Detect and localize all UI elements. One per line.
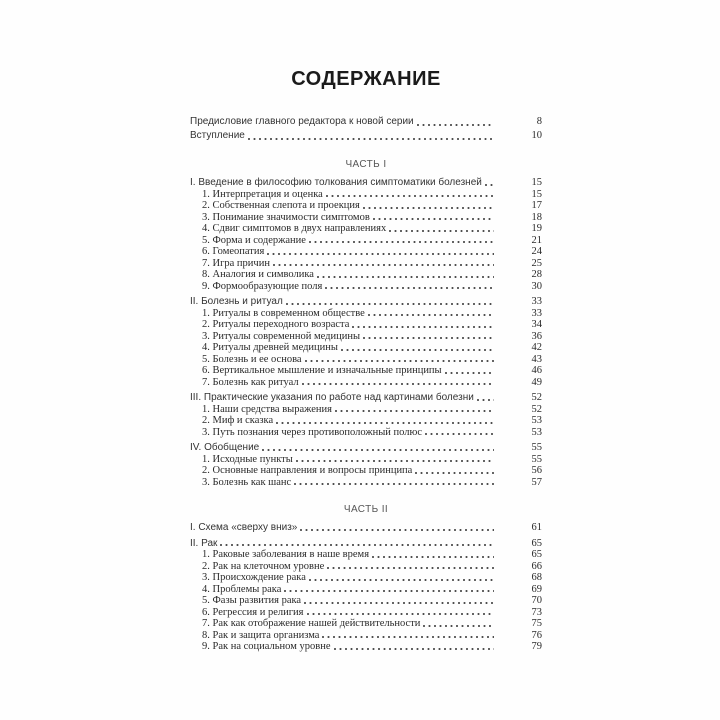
toc-entry-page: 42 xyxy=(531,342,542,353)
toc-entry xyxy=(190,115,542,129)
toc-entry-page: 55 xyxy=(531,453,542,465)
toc-entry-page: 56 xyxy=(531,465,542,476)
toc-entry-page: 36 xyxy=(531,330,542,342)
toc-entry-label: III. Практические указания по работе над картинами болезни xyxy=(190,392,474,403)
toc-entry-page: 15 xyxy=(531,188,542,200)
toc-entry-page: 70 xyxy=(531,595,542,606)
toc-entry-page: 79 xyxy=(531,641,542,652)
toc-entry-label: 5. Фазы развития рака xyxy=(202,595,302,606)
toc-section xyxy=(190,177,542,292)
toc-entry-label: 2. Ритуалы переходного возраста xyxy=(202,319,350,330)
dot-leader xyxy=(372,549,494,561)
toc-entry xyxy=(190,296,542,308)
toc-entry-label: 1. Раковые заболевания в наше время xyxy=(202,549,370,560)
toc-entry-page: 28 xyxy=(531,269,542,280)
toc-entry xyxy=(190,595,542,607)
toc-entry xyxy=(190,465,542,477)
toc-entry xyxy=(190,477,542,489)
toc-section xyxy=(190,538,542,653)
toc-entry xyxy=(190,223,542,235)
dot-leader xyxy=(322,630,494,642)
toc-entry xyxy=(190,392,542,404)
toc-entry-label: 6. Гомеопатия xyxy=(202,246,265,257)
toc-section xyxy=(190,442,542,488)
toc-entry-label: 7. Рак как отображение нашей действительности xyxy=(202,618,421,629)
toc-entry-page: 33 xyxy=(531,307,542,319)
toc-entry-label: 3. Понимание значимости симптомов xyxy=(202,211,370,223)
toc-entry-label: 4. Проблемы рака xyxy=(202,583,282,595)
toc-entry-label: 3. Происхождение рака xyxy=(202,572,306,583)
dot-leader xyxy=(425,427,494,439)
toc-entry-label: 8. Рак и защита организма xyxy=(202,629,320,641)
dot-leader xyxy=(273,258,494,270)
toc-entry-page: 19 xyxy=(531,223,542,234)
toc-entry-page: 53 xyxy=(531,415,542,426)
dot-leader xyxy=(302,377,494,389)
dot-leader xyxy=(363,331,494,343)
toc-entry-label: 5. Форма и содержание xyxy=(202,234,306,246)
toc-entry-page: 55 xyxy=(531,442,542,453)
toc-entry xyxy=(190,607,542,619)
toc-entry xyxy=(190,641,542,653)
toc-entry xyxy=(190,319,542,331)
dot-leader xyxy=(307,607,494,619)
toc-entry-page: 66 xyxy=(531,560,542,572)
toc-entry xyxy=(190,342,542,354)
dot-leader xyxy=(335,404,494,416)
toc-entry-label: 3. Ритуалы современной медицины xyxy=(202,330,361,342)
dot-leader xyxy=(327,561,494,573)
toc-entry xyxy=(190,584,542,596)
toc-entry-label: Вступление xyxy=(190,130,245,141)
toc-entry xyxy=(190,331,542,343)
part-heading: ЧАСТЬ I xyxy=(345,159,387,170)
dot-leader xyxy=(477,392,494,404)
toc-entry xyxy=(190,404,542,416)
toc-entry-label: 8. Аналогия и символика xyxy=(202,269,314,280)
page-title: СОДЕРЖАНИЕ xyxy=(291,68,441,90)
toc-entry-page: 33 xyxy=(531,296,542,307)
toc-entry xyxy=(190,365,542,377)
toc-entry xyxy=(190,281,542,293)
toc-entry-label: 6. Регрессия и религия xyxy=(202,606,304,618)
toc-entry-label: 2. Миф и сказка xyxy=(202,415,274,426)
toc-entry-label: 1. Исходные пункты xyxy=(202,453,293,465)
toc-entry-label: 6. Вертикальное мышление и изначальные принципы xyxy=(202,365,442,376)
toc-entry-page: 24 xyxy=(531,246,542,257)
toc-entry xyxy=(190,269,542,281)
toc-parts xyxy=(190,159,542,653)
dot-leader xyxy=(300,522,494,534)
toc-entry-page: 73 xyxy=(531,606,542,618)
toc-entry-page: 43 xyxy=(531,353,542,365)
toc-entry-label: 1. Ритуалы в современном обществе xyxy=(202,307,365,319)
dot-leader xyxy=(325,281,494,293)
toc-entry-label: 9. Рак на социальном уровне xyxy=(202,641,331,652)
toc-entry xyxy=(190,630,542,642)
toc-entry-label: I. Введение в философию толкования симптоматики болезней xyxy=(190,177,482,188)
dot-leader xyxy=(415,465,494,477)
toc-entry-page: 15 xyxy=(531,177,542,188)
toc-entry-label: 9. Формообразующие поля xyxy=(202,280,323,292)
dot-leader xyxy=(262,442,494,454)
dot-leader xyxy=(267,246,494,258)
toc-entry-label: 4. Ритуалы древней медицины xyxy=(202,342,338,353)
dot-leader xyxy=(305,354,494,366)
toc-section xyxy=(190,296,542,388)
toc-entry xyxy=(190,235,542,247)
toc-entry xyxy=(190,246,542,258)
dot-leader xyxy=(352,319,494,331)
toc-entry xyxy=(190,415,542,427)
toc-entry xyxy=(190,258,542,270)
toc-entry-label: 1. Интерпретация и оценка xyxy=(202,188,323,200)
toc-entry-page: 76 xyxy=(531,629,542,641)
front-matter-list xyxy=(190,115,542,143)
toc-entry-page: 30 xyxy=(531,280,542,292)
toc-entry xyxy=(190,572,542,584)
toc-entry-label: IV. Обобщение xyxy=(190,442,260,453)
dot-leader xyxy=(368,308,494,320)
dot-leader xyxy=(326,189,494,201)
toc-entry-label: II. Болезнь и ритуал xyxy=(190,296,283,307)
toc-entry-page: 21 xyxy=(531,234,542,246)
toc-entry-label: 4. Сдвиг симптомов в двух направлениях xyxy=(202,223,387,234)
toc-entry xyxy=(190,538,542,550)
toc-entry xyxy=(190,522,542,534)
toc-entry-label: 3. Болезнь как шанс xyxy=(202,476,292,488)
toc-entry-page: 52 xyxy=(531,403,542,415)
toc-entry xyxy=(190,189,542,201)
toc-entry-page: 10 xyxy=(531,130,542,141)
dot-leader xyxy=(309,235,494,247)
toc-entry-page: 18 xyxy=(531,211,542,223)
toc-entry xyxy=(190,549,542,561)
dot-leader xyxy=(485,177,494,189)
toc-entry-page: 61 xyxy=(531,522,542,533)
toc-section xyxy=(190,522,542,534)
toc-entry-page: 34 xyxy=(531,319,542,330)
dot-leader xyxy=(294,477,494,489)
toc-entry xyxy=(190,442,542,454)
toc-entry xyxy=(190,129,542,143)
toc-section xyxy=(190,392,542,438)
dot-leader xyxy=(304,595,494,607)
dot-leader xyxy=(317,269,494,281)
toc-entry xyxy=(190,308,542,320)
dot-leader xyxy=(445,365,494,377)
toc-entry xyxy=(190,200,542,212)
toc-entry-label: 2. Основные направления и вопросы принципа xyxy=(202,465,413,476)
toc-entry xyxy=(190,354,542,366)
toc-entry-page: 49 xyxy=(531,376,542,388)
dot-leader xyxy=(417,115,494,129)
dot-leader xyxy=(334,641,495,653)
toc-entry-label: I. Схема «сверху вниз» xyxy=(190,522,298,533)
toc-entry-page: 17 xyxy=(531,200,542,211)
toc-entry-label: 7. Болезнь как ритуал xyxy=(202,376,299,388)
toc-entry-label: 2. Рак на клеточном уровне xyxy=(202,560,325,572)
toc-entry-label: 1. Наши средства выражения xyxy=(202,403,332,415)
dot-leader xyxy=(248,129,494,143)
toc-entry-label: II. Рак xyxy=(190,537,218,549)
toc-entry-label: 5. Болезнь и ее основа xyxy=(202,353,302,365)
toc-entry xyxy=(190,212,542,224)
dot-leader xyxy=(389,223,494,235)
toc-entry xyxy=(190,427,542,439)
toc-entry-label: Предисловие главного редактора к новой серии xyxy=(190,116,414,127)
toc-entry-page: 65 xyxy=(531,537,542,549)
dot-leader xyxy=(309,572,494,584)
toc-entry-page: 69 xyxy=(531,583,542,595)
toc-entry xyxy=(190,377,542,389)
toc-entry xyxy=(190,618,542,630)
dot-leader xyxy=(363,200,494,212)
dot-leader xyxy=(341,342,494,354)
toc-entry-page: 46 xyxy=(531,365,542,376)
toc-entry-page: 53 xyxy=(531,426,542,438)
dot-leader xyxy=(284,584,494,596)
toc-entry-page: 75 xyxy=(531,618,542,629)
part-heading: ЧАСТЬ II xyxy=(343,504,389,515)
toc-entry-page: 8 xyxy=(536,116,542,127)
toc-entry xyxy=(190,177,542,189)
toc-entry-page: 25 xyxy=(531,257,542,269)
dot-leader xyxy=(373,212,494,224)
dot-leader xyxy=(296,454,494,466)
toc-entry xyxy=(190,454,542,466)
toc-entry-label: 2. Собственная слепота и проекция xyxy=(202,200,360,211)
dot-leader xyxy=(423,618,494,630)
toc-entry-page: 52 xyxy=(531,392,542,403)
toc-entry-page: 57 xyxy=(531,476,542,488)
toc-entry xyxy=(190,561,542,573)
toc-entry-label: 7. Игра причин xyxy=(202,257,270,269)
dot-leader xyxy=(276,415,494,427)
table-of-contents xyxy=(190,68,542,653)
toc-entry-page: 68 xyxy=(531,572,542,583)
toc-entry-label: 3. Путь познания через противоположный полюс xyxy=(202,426,423,438)
dot-leader xyxy=(286,296,494,308)
toc-entry-page: 65 xyxy=(531,549,542,560)
dot-leader xyxy=(220,538,494,550)
